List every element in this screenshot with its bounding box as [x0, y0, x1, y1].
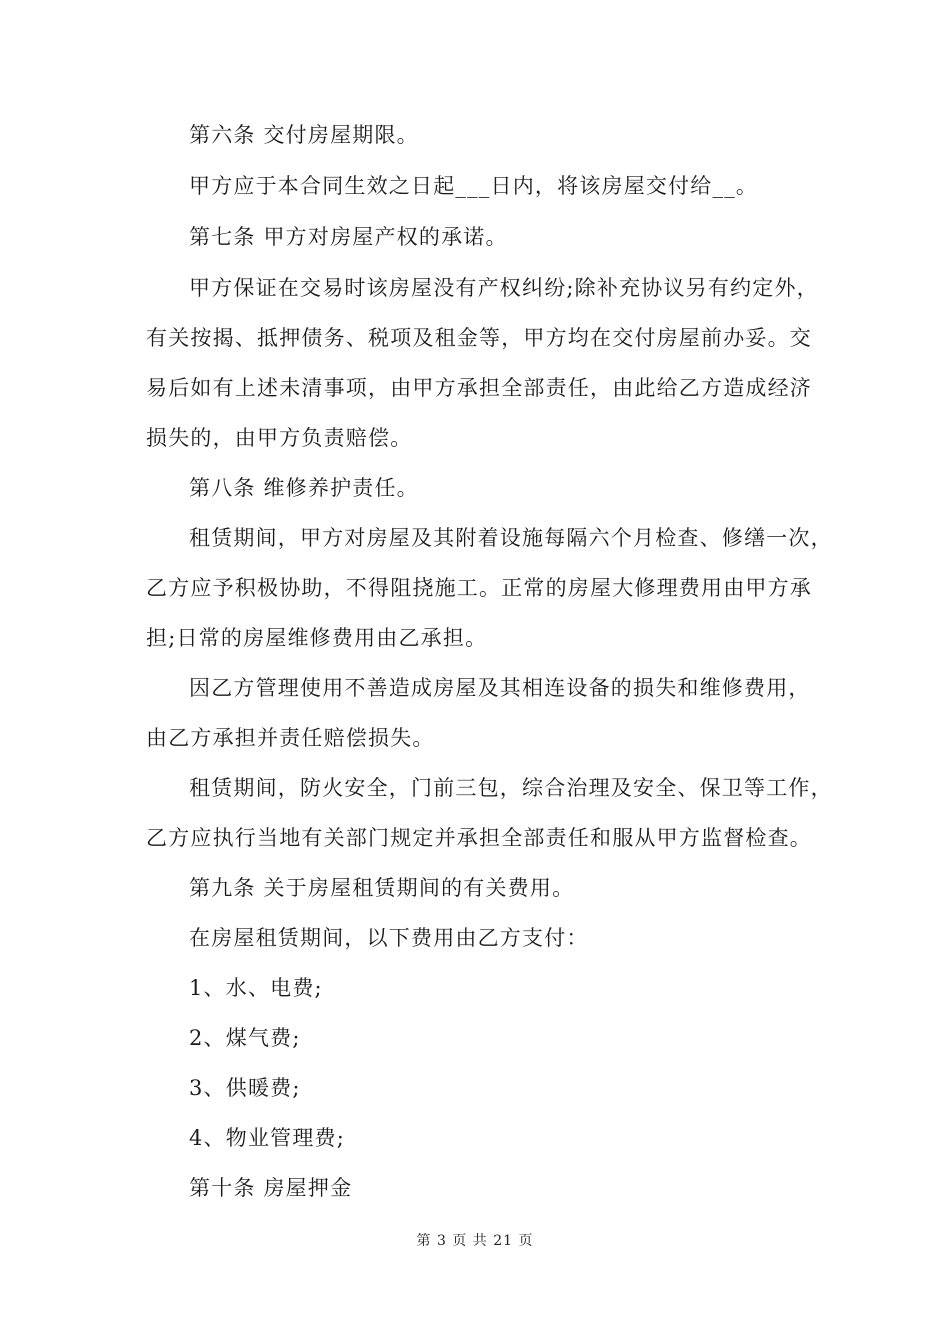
paragraph-line: 有关按揭、抵押债务、税项及租金等，甲方均在交付房屋前办妥。交 — [146, 326, 812, 350]
paragraph-line: 易后如有上述未清事项，由甲方承担全部责任，由此给乙方造成经济 — [146, 376, 812, 400]
paragraph-line: 租赁期间，甲方对房屋及其附着设施每隔六个月检查、修缮一次， — [189, 526, 833, 550]
page-number-footer: 第 3 页 共 21 页 — [416, 1233, 534, 1249]
article-6-heading: 第六条 交付房屋期限。 — [189, 123, 419, 147]
article-10-heading: 第十条 房屋押金 — [189, 1176, 353, 1200]
paragraph-line: 损失的，由甲方负责赔偿。 — [146, 426, 413, 450]
paragraph-line: 甲方保证在交易时该房屋没有产权纠纷;除补充协议另有约定外， — [189, 276, 819, 300]
paragraph-line: 由乙方承担并责任赔偿损失。 — [146, 726, 435, 750]
list-item: 2、煤气费; — [189, 1026, 301, 1050]
paragraph-line: 在房屋租赁期间，以下费用由乙方支付： — [189, 926, 589, 950]
paragraph-line: 甲方应于本合同生效之日起___日内，将该房屋交付给__。 — [189, 174, 759, 198]
list-item: 1、水、电费; — [189, 976, 323, 1000]
paragraph-line: 租赁期间，防火安全，门前三包，综合治理及安全、保卫等工作， — [189, 776, 833, 800]
article-8-heading: 第八条 维修养护责任。 — [189, 476, 419, 500]
paragraph-line: 乙方应予积极协助，不得阻挠施工。正常的房屋大修理费用由甲方承 — [146, 576, 812, 600]
list-item: 4、物业管理费; — [189, 1126, 346, 1150]
list-item: 3、供暖费; — [189, 1076, 301, 1100]
paragraph-line: 乙方应执行当地有关部门规定并承担全部责任和服从甲方监督检查。 — [146, 826, 812, 850]
article-9-heading: 第九条 关于房屋租赁期间的有关费用。 — [189, 876, 575, 900]
paragraph-line: 担;日常的房屋维修费用由乙承担。 — [146, 626, 488, 650]
paragraph-line: 因乙方管理使用不善造成房屋及其相连设备的损失和维修费用， — [189, 676, 811, 700]
article-7-heading: 第七条 甲方对房屋产权的承诺。 — [189, 225, 508, 249]
